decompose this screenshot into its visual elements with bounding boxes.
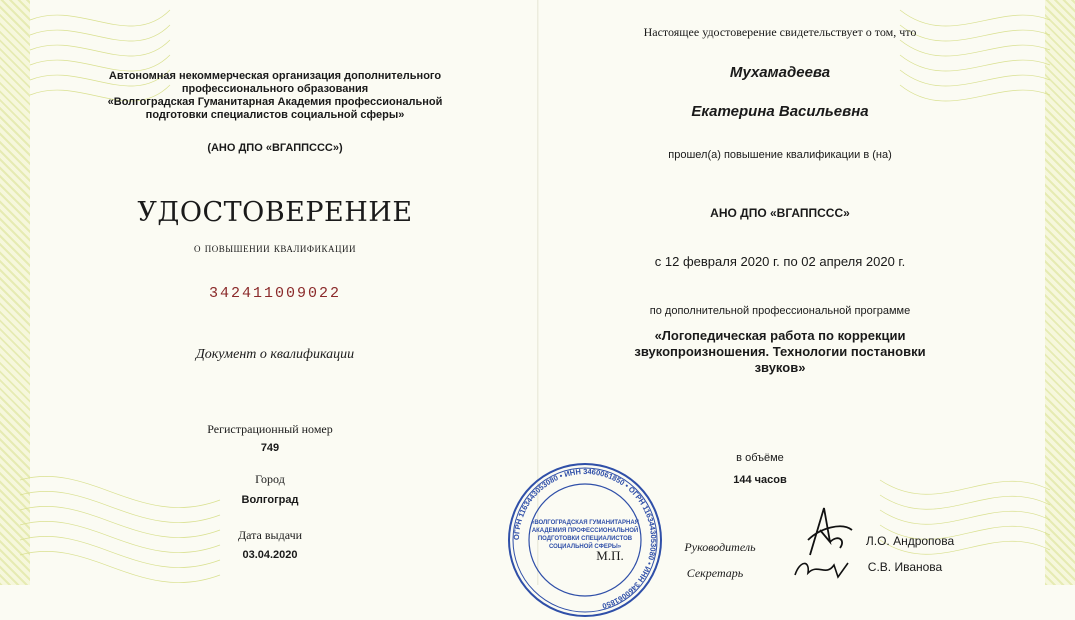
recipient-surname: Мухамадеева <box>729 64 831 81</box>
city-label: Город <box>255 472 285 486</box>
recipient-name: Екатерина Васильевна <box>691 103 869 120</box>
institution: АНО ДПО «ВГАППССС» <box>710 206 850 220</box>
intro-text: Настоящее удостоверение свидетельствует о том, что <box>643 25 917 39</box>
official-seal <box>505 460 665 620</box>
right-ornamental-border <box>1045 0 1075 585</box>
seal-inner-line: АКАДЕМИЯ ПРОФЕССИОНАЛЬНОЙ <box>531 528 639 534</box>
org-line: подготовки специалистов социальной сферы» <box>145 109 405 121</box>
secretary-label: Секретарь <box>686 566 744 580</box>
guilloche-bottom-left <box>20 440 220 585</box>
seal-place-mark: М.П. <box>596 548 624 563</box>
seal-inner-line: ПОДГОТОВКИ СПЕЦИАЛИСТОВ <box>537 536 633 542</box>
serial-number: 342411009022 <box>208 285 342 302</box>
issue-date-label: Дата выдачи <box>237 528 303 542</box>
volume-label: в объёме <box>736 452 784 464</box>
head-name: Л.О. Андропова <box>865 534 955 548</box>
head-label: Руководитель <box>684 540 756 554</box>
program-line: звукопроизношения. Технологии постановки <box>634 344 926 359</box>
org-line: профессионального образования <box>181 83 369 95</box>
program-line: «Логопедическая работа по коррекции <box>654 328 906 343</box>
left-ornamental-border <box>0 0 30 585</box>
city-value: Волгоград <box>241 494 299 506</box>
program-title <box>560 328 1000 376</box>
program-label: по дополнительной профессиональной программе <box>649 305 911 317</box>
seal-outer-text: ОГРН 1163443053080 • ИНН 3460061850 • ОГРН 1163443053080 • ИНН 3460061850 <box>511 466 659 611</box>
org-line: «Волгоградская Гуманитарная Академия профессиональной <box>107 96 443 108</box>
org-line: Автономная некоммерческая организация дополнительного <box>108 70 442 82</box>
document-subtitle: о повышении квалификации <box>193 240 357 255</box>
document-title: УДОСТОВЕРЕНИЕ <box>137 197 413 228</box>
organization-abbreviation: (АНО ДПО «ВГАППССС») <box>207 142 343 154</box>
registration-number: 749 <box>260 442 280 454</box>
seal-inner-line: СОЦИАЛЬНОЙ СФЕРЫ» <box>548 544 622 550</box>
program-line: звуков» <box>754 360 806 375</box>
passed-text: прошел(а) повышение квалификации в (на) <box>668 149 892 161</box>
organization-name <box>60 70 490 122</box>
registration-label: Регистрационный номер <box>207 422 333 436</box>
document-type: Документ о квалификации <box>195 347 355 362</box>
volume-value: 144 часов <box>733 474 787 486</box>
seal-inner-line: «ВОЛГОГРАДСКАЯ ГУМАНИТАРНАЯ <box>531 520 639 526</box>
secretary-name: С.В. Иванова <box>867 560 943 574</box>
issue-date-value: 03.04.2020 <box>242 549 298 561</box>
head-signature <box>790 500 860 560</box>
study-period: с 12 февраля 2020 г. по 02 апреля 2020 г. <box>654 254 906 269</box>
